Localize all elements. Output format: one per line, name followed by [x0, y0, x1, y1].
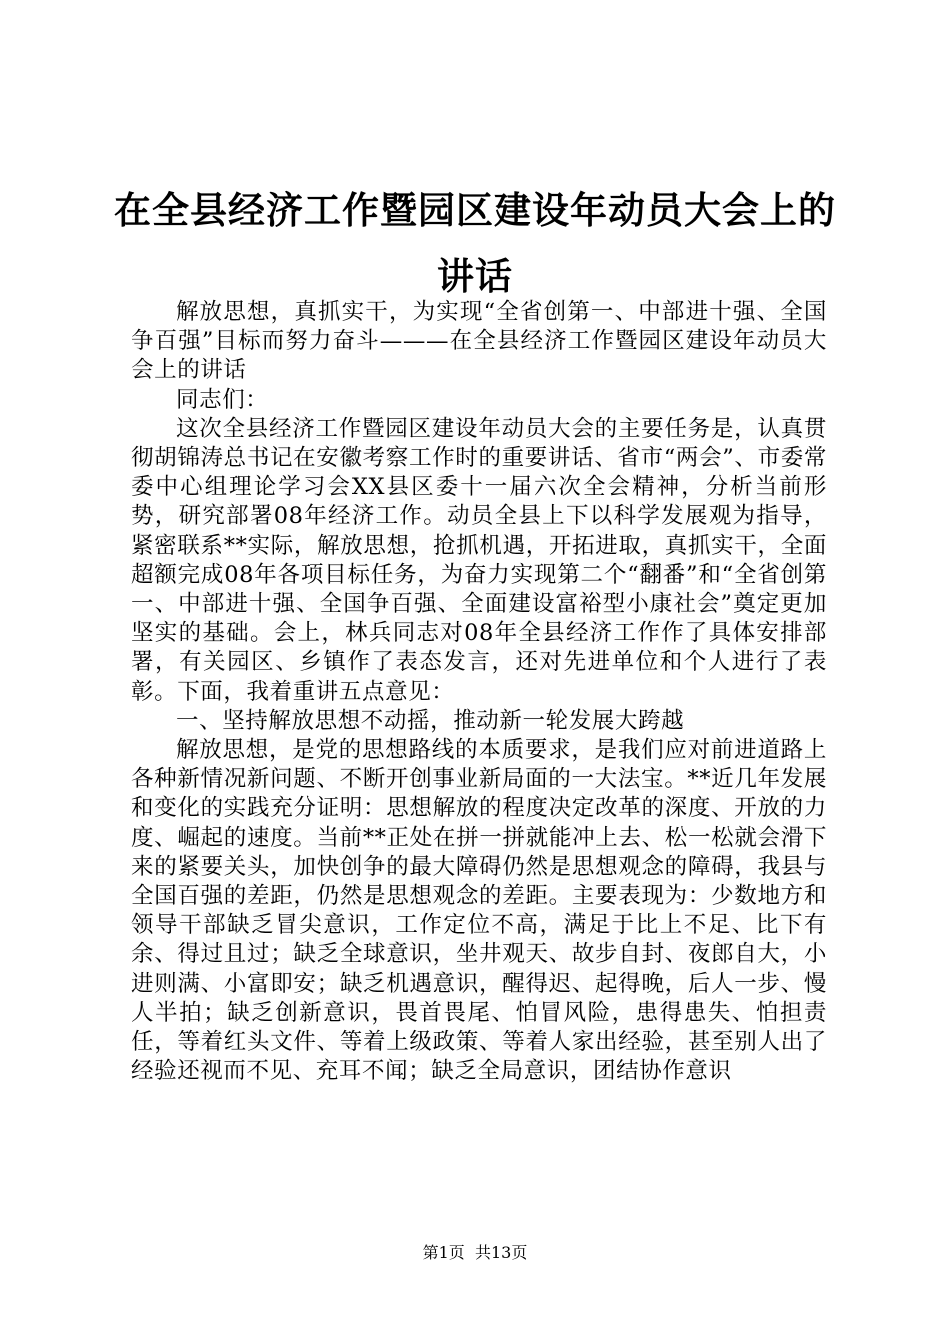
page-footer [0, 1242, 950, 1264]
document-title: 在全县经济工作暨园区建设年动员大会上的讲话 [114, 189, 836, 298]
page-number: 第1页 [422, 1243, 465, 1262]
intro-paragraph: 这次全县经济工作暨园区建设年动员大会的主要任务是，认真贯彻胡锦涛总书记在安徽考察工作时的重要讲话、省市“两会”、市委常委中心组理论学习会XX县区委十一届六次全会精神，分析当前形势，研究部署08年经济工作。动员全县上下以科学发展观为指导，紧密联系**实际，解放思想，抢抓机遇，开拓进取，真抓实干，全面超额完成08年各项目标任务，为奋力实现第二个“翻番”和“全省创第一、中部进十强、全国争百强、全面建设富裕型小康社会”奠定更加坚实的基础。会上，林兵同志对08年全县经济工作作了具体安排部署，有关园区、乡镇作了表态发言，还对先进单位和个人进行了表彰。下面，我着重讲五点意见： [131, 415, 827, 705]
section-paragraph: 解放思想，是党的思想路线的本质要求，是我们应对前进道路上各种新情况新问题、不断开创事业新局面的一大法宝。**近几年发展和变化的实践充分证明：思想解放的程度决定改革的深度、开放的力度、崛起的速度。当前**正处在拼一拼就能冲上去、松一松就会滑下来的紧要关头，加快创争的最大障碍仍然是思想观念的障碍，我县与全国百强的差距，仍然是思想观念的差距。主要表现为：少数地方和领导干部缺乏冒尖意识，工作定位不高，满足于比上不足、比下有余、得过且过；缺乏全球意识，坐井观天、故步自封、夜郎自大，小进则满、小富即安；缺乏机遇意识，醒得迟、起得晚，后人一步、慢人半拍；缺乏创新意识，畏首畏尾、怕冒风险，患得患失、怕担责任，等着红头文件、等着上级政策、等着人家出经验，甚至别人出了经验还视而不见、充耳不闻；缺乏全局意识，团结协作意识 [131, 737, 827, 1085]
document-body [131, 298, 827, 1086]
section-heading: 一、坚持解放思想不动摇，推动新一轮发展大跨越 [176, 707, 685, 734]
page-total: 共13页 [474, 1243, 528, 1262]
subtitle-paragraph: 解放思想，真抓实干，为实现“全省创第一、中部进十强、全国争百强”目标而努力奋斗———在全县经济工作暨园区建设年动员大会上的讲话 [131, 299, 827, 384]
salutation: 同志们： [176, 386, 269, 413]
